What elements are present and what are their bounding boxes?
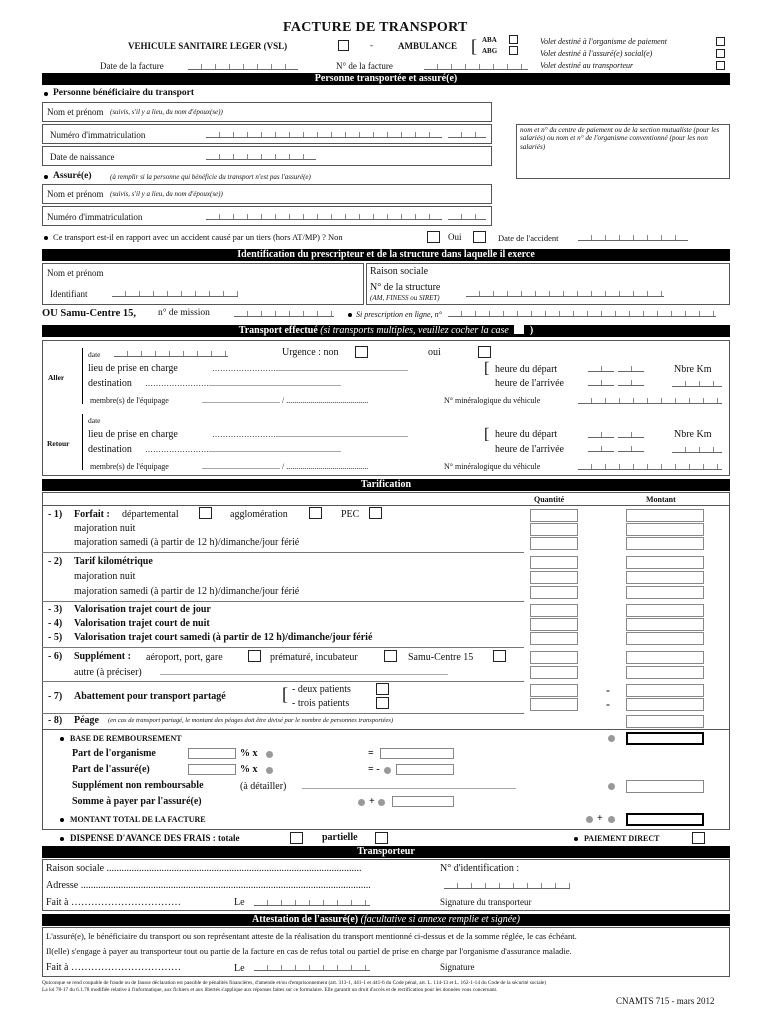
deux-patients-label: - deux patients bbox=[292, 684, 351, 695]
dispense-label: DISPENSE D'AVANCE DES FRAIS : totale bbox=[70, 833, 240, 843]
supp-autre-amount[interactable] bbox=[626, 666, 704, 679]
val-sam-qty[interactable] bbox=[530, 632, 578, 645]
somme-assure-label: Somme à payer par l'assuré(e) bbox=[72, 796, 202, 807]
circle-3-icon bbox=[608, 816, 615, 823]
val-jour-amount[interactable] bbox=[626, 604, 704, 617]
supp-non-remb-dots[interactable]: ........................................................................................................... bbox=[302, 782, 516, 791]
volet1-checkbox[interactable] bbox=[716, 37, 725, 46]
beneficiaire-immat-field[interactable] bbox=[206, 128, 442, 138]
supp-qty[interactable] bbox=[530, 651, 578, 664]
attestation-signature[interactable]: Signature bbox=[440, 962, 475, 972]
part-organisme-pct-x: % x bbox=[240, 748, 258, 759]
retour-arrivee-label: heure de l'arrivée bbox=[495, 444, 564, 455]
footer-ref: CNAMTS 715 - mars 2012 bbox=[616, 996, 715, 1006]
circle-3-icon bbox=[378, 799, 385, 806]
part-assure-label: Part de l'assuré(e) bbox=[72, 764, 150, 775]
part-organisme-eq: = bbox=[368, 748, 374, 759]
trois-minus: - bbox=[606, 697, 610, 711]
form-title: FACTURE DE TRANSPORT bbox=[283, 20, 468, 35]
aller-label: Aller bbox=[48, 373, 65, 382]
aba-label: ABA bbox=[482, 36, 497, 44]
part-organisme-amount[interactable] bbox=[380, 748, 454, 759]
retour-depart-m[interactable] bbox=[618, 428, 644, 438]
forfait-maj-sam-qty[interactable] bbox=[530, 537, 578, 550]
aller-mineral-label: N° minéralogique du véhicule bbox=[444, 396, 541, 405]
attestation-date-field[interactable] bbox=[254, 961, 370, 971]
vsl-label: VEHICULE SANITAIRE LEGER (VSL) bbox=[128, 41, 288, 51]
mission-label: n° de mission bbox=[158, 308, 210, 318]
aller-depart-m[interactable] bbox=[618, 362, 644, 372]
supp-amount[interactable] bbox=[626, 651, 704, 664]
prescripteur-nom-label: Nom et prénom bbox=[47, 268, 104, 278]
aller-date-label: date bbox=[88, 350, 101, 359]
forfait-qty[interactable] bbox=[530, 509, 578, 522]
accident-oui-checkbox[interactable] bbox=[473, 231, 486, 243]
transporteur-raison[interactable]: Raison sociale ...................................................................................................... bbox=[46, 863, 362, 874]
num-facture-label: N° de la facture bbox=[336, 61, 393, 71]
base-remboursement-label: BASE DE REMBOURSEMENT bbox=[70, 734, 182, 743]
circle-1-icon bbox=[266, 751, 273, 758]
line8-num: - 8) bbox=[48, 715, 63, 726]
dispense-totale-checkbox[interactable] bbox=[290, 832, 303, 844]
mission-field[interactable] bbox=[234, 307, 334, 317]
aller-lieu-label: lieu de prise en charge bbox=[88, 363, 178, 374]
line7-num: - 7) bbox=[48, 691, 63, 702]
supp-samu-checkbox[interactable] bbox=[493, 650, 506, 662]
val-nuit-qty[interactable] bbox=[530, 618, 578, 631]
aba-checkbox[interactable] bbox=[509, 35, 518, 44]
part-organisme-pct[interactable] bbox=[188, 748, 236, 759]
retour-membres-dots[interactable]: ....................................... / ......................................... bbox=[202, 462, 369, 471]
supp-premat-label: prématuré, incubateur bbox=[270, 652, 358, 663]
aller-dest-label: destination bbox=[88, 378, 132, 389]
attestation-le-label: Le bbox=[234, 963, 245, 974]
retour-lieu-dots[interactable]: …………………….................................................................. bbox=[212, 430, 408, 439]
structure-num-field[interactable] bbox=[466, 287, 664, 297]
accident-non-checkbox[interactable] bbox=[427, 231, 440, 243]
line3-num: - 3) bbox=[48, 604, 63, 615]
paiement-direct-label: PAIEMENT DIRECT bbox=[584, 834, 660, 843]
prescription-field[interactable] bbox=[448, 307, 716, 317]
urgence-non-checkbox[interactable] bbox=[355, 346, 368, 358]
circle-3-icon bbox=[608, 783, 615, 790]
structure-num-hint: (AM, FINESS ou SIRET) bbox=[370, 294, 440, 302]
forfait-maj-sam-label: majoration samedi (à partir de 12 h)/dimanche/jour férié bbox=[74, 537, 300, 548]
accident-oui-label: Oui bbox=[448, 232, 462, 242]
trois-patients-checkbox[interactable] bbox=[376, 697, 389, 709]
aller-depart-label: heure du départ bbox=[495, 364, 558, 375]
forfait-label: Forfait : bbox=[74, 509, 110, 520]
supp-autre-qty[interactable] bbox=[530, 666, 578, 679]
transporteur-le-label: Le bbox=[234, 897, 245, 908]
retour-dest-dots[interactable]: …………………….................................................................. bbox=[145, 445, 341, 454]
date-facture-field[interactable] bbox=[188, 60, 298, 70]
date-facture-label: Date de la facture bbox=[100, 61, 164, 71]
supp-non-remb-amount[interactable] bbox=[626, 780, 704, 793]
transporteur-adresse[interactable]: Adresse .................................................................................................................... bbox=[46, 880, 371, 891]
km-qty[interactable] bbox=[530, 556, 578, 569]
num-facture-field[interactable] bbox=[424, 60, 528, 70]
forfait-agglo-checkbox[interactable] bbox=[309, 507, 322, 519]
val-nuit-label: Valorisation trajet court de nuit bbox=[74, 618, 210, 629]
peage-label: Péage bbox=[74, 715, 99, 726]
aller-mineral-field[interactable] bbox=[578, 394, 722, 404]
dash: - bbox=[370, 40, 373, 50]
supp-autre-label: autre (à préciser) bbox=[74, 667, 142, 678]
naissance-field[interactable] bbox=[206, 150, 316, 160]
transporteur-ident-label: N° d'identification : bbox=[440, 863, 520, 874]
total-plus: + bbox=[597, 813, 603, 824]
retour-dest-label: destination bbox=[88, 444, 132, 455]
trois-patients-amount[interactable] bbox=[626, 698, 704, 711]
aller-km-field[interactable] bbox=[672, 377, 722, 387]
date-accident-label: Date de l'accident bbox=[498, 233, 559, 243]
attestation-text1: L'assuré(e), le bénéficiaire du transport ou son représentant atteste de la réalisation du transport mentionné ci-dessus et de la somme réglée, le cas échéant. bbox=[46, 931, 577, 941]
retour-date-label: date bbox=[88, 416, 101, 425]
supp-premat-checkbox[interactable] bbox=[384, 650, 397, 662]
retour-depart-label: heure du départ bbox=[495, 429, 558, 440]
volet2-checkbox[interactable] bbox=[716, 49, 725, 58]
prescripteur-id-field[interactable] bbox=[112, 287, 238, 297]
aller-date-field[interactable] bbox=[114, 347, 228, 357]
retour-lieu-label: lieu de prise en charge bbox=[88, 429, 178, 440]
attestation-text2: Il(elle) s'engage à payer au transporteur tout ou partie de la facture en cas de refus total ou partiel de prise en charge par l'organisme d'assurance maladie. bbox=[46, 946, 572, 956]
transport-box bbox=[42, 340, 730, 476]
aller-membres-label: membre(s) de l'équipage bbox=[90, 396, 169, 405]
beneficiaire-nom-hint: (suivis, s'il y a lieu, du nom d'époux(se)) bbox=[110, 108, 223, 116]
volet3-checkbox[interactable] bbox=[716, 61, 725, 70]
deux-patients-amount[interactable] bbox=[626, 684, 704, 697]
transporteur-signature[interactable]: Signature du transporteur bbox=[440, 897, 532, 907]
retour-mineral-label: N° minéralogique du véhicule bbox=[444, 462, 541, 471]
beneficiaire-heading: Personne bénéficiaire du transport bbox=[53, 88, 194, 98]
date-accident-field[interactable] bbox=[578, 231, 688, 241]
transporteur-fait[interactable]: Fait à …………………………… bbox=[46, 897, 181, 908]
km-maj-sam-amount[interactable] bbox=[626, 586, 704, 599]
section-transporteur-bar: Transporteur bbox=[42, 846, 730, 858]
deux-patients-qty[interactable] bbox=[530, 684, 578, 697]
retour-km-label: Nbre Km bbox=[674, 429, 712, 440]
supp-samu-label: Samu-Centre 15 bbox=[408, 652, 474, 663]
circle-2-icon bbox=[358, 799, 365, 806]
section-attestation-bar bbox=[42, 914, 730, 926]
attestation-fait[interactable]: Fait à …………………………… bbox=[46, 962, 181, 973]
forfait-maj-nuit-qty[interactable] bbox=[530, 523, 578, 536]
naissance-label: Date de naissance bbox=[50, 152, 115, 162]
aller-depart-h[interactable] bbox=[588, 362, 614, 372]
assure-nom-label: Nom et prénom bbox=[47, 189, 104, 199]
aller-arrivee-h[interactable] bbox=[588, 376, 614, 386]
km-maj-nuit-qty[interactable] bbox=[530, 571, 578, 584]
transport-bar-title: Transport effectué bbox=[238, 325, 318, 336]
supp-aero-checkbox[interactable] bbox=[248, 650, 261, 662]
km-maj-nuit-amount[interactable] bbox=[626, 571, 704, 584]
footer-legal1: Quiconque se rend coupable de fraude ou de fausse déclaration est passible de pénalités financières, d'amende et/ou d'emprisonnement (art. 313-1, 441-1 et 441-6 du Code pénal, art. L. 114-13 et L. 162-1-14 du Code de la sécurité sociale) bbox=[42, 980, 547, 986]
circle-1-icon bbox=[608, 735, 615, 742]
circle-1-icon bbox=[586, 816, 593, 823]
forfait-pec-label: PEC bbox=[341, 509, 360, 520]
paiement-direct-checkbox[interactable] bbox=[692, 832, 705, 844]
footer-legal2: La loi 78-17 du 6.1.78 modifiée relative à l'informatique, aux fichiers et aux libertés s'applique aux réponses faites sur ce formulaire. Elle garantit un droit d'accès et de rectification pour les données vous concernant. bbox=[42, 987, 498, 993]
aller-arrivee-label: heure de l'arrivée bbox=[495, 378, 564, 389]
assure-immat-label: Numéro d'immatriculation bbox=[47, 212, 143, 222]
km-amount[interactable] bbox=[626, 556, 704, 569]
km-maj-sam-qty[interactable] bbox=[530, 586, 578, 599]
part-assure-amount[interactable] bbox=[396, 764, 454, 775]
montant-total-amount[interactable] bbox=[626, 813, 704, 826]
transport-bar-hint: (si transports multiples, veuillez cocher la case bbox=[320, 325, 509, 336]
beneficiaire-immat-key[interactable] bbox=[448, 128, 486, 138]
supp-non-remb-detail: (à détailler) bbox=[240, 781, 287, 792]
prescripteur-id-label: Identifiant bbox=[50, 289, 88, 299]
urgence-label: Urgence : non bbox=[282, 347, 339, 358]
somme-plus: + bbox=[369, 796, 375, 807]
supp-autre-dots[interactable]: ................................................................................................................................................ bbox=[160, 668, 448, 677]
somme-assure-amount[interactable] bbox=[392, 796, 454, 807]
part-assure-pct[interactable] bbox=[188, 764, 236, 775]
supplement-label: Supplément : bbox=[74, 651, 131, 662]
val-sam-amount[interactable] bbox=[626, 632, 704, 645]
retour-mineral-field[interactable] bbox=[578, 460, 722, 470]
transporteur-date-field[interactable] bbox=[254, 896, 370, 906]
aller-lieu-dots[interactable]: …………………….................................................................. bbox=[212, 364, 408, 373]
retour-depart-h[interactable] bbox=[588, 428, 614, 438]
assure-heading: Assuré(e) bbox=[53, 171, 92, 181]
assure-hint: (à remplir si la personne qui bénéficie du transport n'est pas l'assuré(e) bbox=[110, 173, 311, 181]
line1-num: - 1) bbox=[48, 509, 63, 520]
retour-arrivee-m[interactable] bbox=[618, 442, 644, 452]
beneficiaire-nom-label: Nom et prénom bbox=[47, 107, 104, 117]
aller-km-label: Nbre Km bbox=[674, 364, 712, 375]
val-sam-label: Valorisation trajet court samedi (à partir de 12 h)/dimanche/jour férié bbox=[74, 632, 373, 643]
ambulance-label: AMBULANCE bbox=[398, 41, 458, 51]
prescription-label: Si prescription en ligne, n° bbox=[356, 310, 442, 319]
line6-num: - 6) bbox=[48, 651, 63, 662]
line2-num: - 2) bbox=[48, 556, 63, 567]
forfait-dept-label: départemental bbox=[122, 509, 179, 520]
val-nuit-amount[interactable] bbox=[626, 618, 704, 631]
forfait-maj-sam-amount[interactable] bbox=[626, 537, 704, 550]
supp-aero-label: aéroport, port, gare bbox=[146, 652, 223, 663]
accident-question: Ce transport est-il en rapport avec un accident causé par un tiers (hors AT/MP) ? Non bbox=[53, 232, 343, 242]
assure-immat-field[interactable] bbox=[206, 210, 442, 220]
retour-arrivee-h[interactable] bbox=[588, 442, 614, 452]
aller-dest-dots[interactable]: …………………….................................................................. bbox=[145, 379, 341, 388]
dispense-partielle-label: partielle bbox=[322, 832, 358, 843]
forfait-dept-checkbox[interactable] bbox=[199, 507, 212, 519]
km-maj-sam-label: majoration samedi (à partir de 12 h)/dimanche/jour férié bbox=[74, 586, 300, 597]
transport-bar-end: ) bbox=[529, 325, 534, 336]
abg-label: ABG bbox=[482, 47, 498, 55]
retour-km-field[interactable] bbox=[672, 443, 722, 453]
retour-label: Retour bbox=[47, 439, 70, 448]
forfait-pec-checkbox[interactable] bbox=[369, 507, 382, 519]
circle-1-icon bbox=[266, 767, 273, 774]
forfait-maj-nuit-amount[interactable] bbox=[626, 523, 704, 536]
volet2-label: Volet destiné à l'assuré(e) social(e) bbox=[540, 49, 653, 58]
structure-num-label: N° de la structure bbox=[370, 282, 441, 293]
deux-patients-checkbox[interactable] bbox=[376, 683, 389, 695]
deux-minus: - bbox=[606, 683, 610, 697]
supp-non-remb-label: Supplément non remboursable bbox=[72, 780, 204, 791]
section-personne-bar: Personne transportée et assuré(e) bbox=[42, 73, 730, 85]
forfait-agglo-label: agglomération bbox=[230, 509, 288, 520]
dispense-partielle-checkbox[interactable] bbox=[375, 832, 388, 844]
peage-amount[interactable] bbox=[626, 715, 704, 728]
samu-label: OU Samu-Centre 15, bbox=[42, 308, 137, 319]
aller-arrivee-m[interactable] bbox=[618, 376, 644, 386]
assure-nom-hint: (suivis, s'il y a lieu, du nom d'époux(se)) bbox=[110, 190, 223, 198]
quantite-header: Quantité bbox=[534, 495, 565, 504]
transporteur-ident-field[interactable] bbox=[444, 879, 570, 889]
structure-raison-label: Raison sociale bbox=[370, 266, 429, 277]
part-organisme-label: Part de l'organisme bbox=[72, 748, 156, 759]
volet1-label: Volet destiné à l'organisme de paiement bbox=[540, 37, 667, 46]
line5-num: - 5) bbox=[48, 632, 63, 643]
forfait-maj-nuit-label: majoration nuit bbox=[74, 523, 136, 534]
attestation-bar-title: Attestation de l'assuré(e) bbox=[252, 914, 359, 925]
section-transport-bar bbox=[42, 325, 730, 337]
urgence-oui-label: oui bbox=[428, 347, 441, 358]
montant-header: Montant bbox=[646, 495, 676, 504]
abg-checkbox[interactable] bbox=[509, 46, 518, 55]
peage-hint: (en cas de transport partagé, le montant des péages doit être divisé par le nombre de personnes transportées) bbox=[108, 717, 394, 724]
part-assure-pct-x: % x bbox=[240, 764, 258, 775]
val-jour-qty[interactable] bbox=[530, 604, 578, 617]
aller-membres-dots[interactable]: ....................................... / ......................................... bbox=[202, 396, 369, 405]
circle-2-icon bbox=[384, 767, 391, 774]
line4-num: - 4) bbox=[48, 618, 63, 629]
retour-membres-label: membre(s) de l'équipage bbox=[90, 462, 169, 471]
km-maj-nuit-label: majoration nuit bbox=[74, 571, 136, 582]
montant-total-label: MONTANT TOTAL DE LA FACTURE bbox=[70, 815, 206, 824]
vsl-checkbox[interactable] bbox=[338, 40, 349, 51]
forfait-amount[interactable] bbox=[626, 509, 704, 522]
urgence-oui-checkbox[interactable] bbox=[478, 346, 491, 358]
section-tarification-bar: Tarification bbox=[42, 479, 730, 491]
centre-label: nom et n° du centre de paiement ou de la section mutualiste (pour les salariés) ou nom et n° de l'organisme conventionné (pour les non salariés) bbox=[520, 126, 720, 151]
part-assure-eq: = - bbox=[368, 764, 380, 775]
abattement-label: Abattement pour transport partagé bbox=[74, 691, 226, 702]
multiple-checkbox[interactable] bbox=[514, 325, 524, 334]
beneficiaire-immat-label: Numéro d'immatriculation bbox=[50, 130, 146, 140]
section-prescripteur-bar: Identification du prescripteur et de la structure dans laquelle il exerce bbox=[42, 249, 730, 261]
volet3-label: Volet destiné au transporteur bbox=[540, 61, 634, 70]
tarif-km-label: Tarif kilométrique bbox=[74, 556, 153, 567]
base-remboursement-amount[interactable] bbox=[626, 732, 704, 745]
trois-patients-qty[interactable] bbox=[530, 698, 578, 711]
val-jour-label: Valorisation trajet court de jour bbox=[74, 604, 211, 615]
trois-patients-label: - trois patients bbox=[292, 698, 350, 709]
assure-immat-key[interactable] bbox=[448, 210, 486, 220]
attestation-bar-hint: (facultative si annexe remplie et signée) bbox=[360, 914, 520, 925]
